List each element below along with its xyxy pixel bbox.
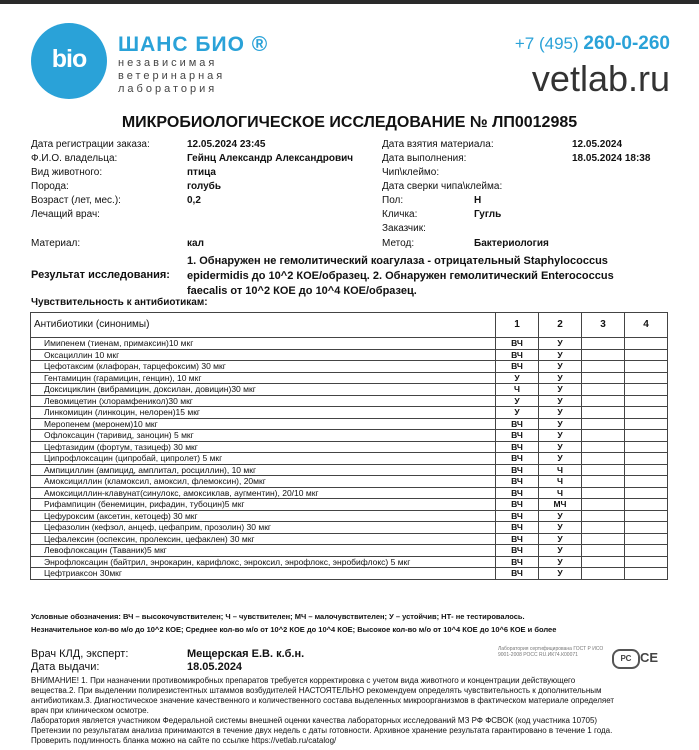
value-issue-date: 18.05.2024 (187, 661, 243, 673)
rst-mark-icon: РС (612, 649, 640, 669)
sensitivity-cell (625, 522, 668, 534)
note-line-4: врач при клиническом осмотре. (31, 706, 149, 715)
antibiotic-name: Офлоксацин (таривид, заноцин) 5 мкг (31, 430, 496, 442)
antibiotic-name: Левофлоксацин (Таваник)5 мкг (31, 545, 496, 557)
table-row (31, 361, 668, 373)
legend-line-1: Условные обозначения: ВЧ – высокочувствителен; Ч – чувствителен; МЧ – малочувствителен; У – устойчив; НТ- не тестировалось. (31, 612, 525, 621)
table-row (31, 510, 668, 522)
sensitivity-cell (625, 372, 668, 384)
antibiotic-name: Энрофлоксацин (байтрил, энрокарин, карифлокс, энроксил, энрофлокс, энробифлокс) 5 мкг (31, 556, 496, 568)
sensitivity-cell (625, 361, 668, 373)
table-row (31, 476, 668, 488)
sensitivity-cell (582, 510, 625, 522)
sensitivity-cell: ВЧ (496, 464, 539, 476)
value-nickname: Гугль (474, 209, 502, 220)
sensitivity-cell (582, 349, 625, 361)
label-lab-doctor: Врач КЛД, эксперт: (31, 648, 129, 660)
sensitivity-cell: ВЧ (496, 361, 539, 373)
table-row (31, 568, 668, 580)
brand-name: ШАНС БИО ® (118, 33, 269, 56)
label-customer: Заказчик: (382, 223, 426, 234)
sensitivity-cell: У (539, 453, 582, 465)
label-registration-date: Дата регистрации заказа: (31, 139, 150, 150)
sensitivity-cell (582, 476, 625, 488)
sensitivity-cell (582, 533, 625, 545)
table-row (31, 499, 668, 511)
sensitivity-cell: У (539, 441, 582, 453)
brand-subtitle-2: ветеринарная (118, 70, 226, 82)
value-age: 0,2 (187, 195, 201, 206)
sensitivity-cell: У (539, 407, 582, 419)
table-row (31, 430, 668, 442)
sensitivity-cell (625, 499, 668, 511)
logo-text: bio (51, 45, 87, 73)
sensitivity-cell: ВЧ (496, 510, 539, 522)
antibiotic-name: Имипенем (тиенам, примаксин)10 мкг (31, 338, 496, 350)
antibiotic-name: Амоксициллин-клавунат(синулокс, амоксиклав, аугментин), 20/10 мкг (31, 487, 496, 499)
table-row (31, 441, 668, 453)
sensitivity-cell (582, 522, 625, 534)
table-row (31, 407, 668, 419)
sensitivity-cell: Ч (496, 384, 539, 396)
sensitivity-cell (625, 533, 668, 545)
sensitivity-cell: ВЧ (496, 418, 539, 430)
sensitivity-cell (582, 487, 625, 499)
sensitivity-cell: Ч (539, 476, 582, 488)
antibiotic-table (30, 312, 668, 580)
value-sample-date: 12.05.2024 (572, 139, 623, 150)
sensitivity-cell: У (539, 372, 582, 384)
table-row (31, 349, 668, 361)
value-lab-doctor: Мещерская Е.В. к.б.н. (187, 648, 305, 660)
antibiotic-name: Ципрофлоксацин (ципробай, ципролет) 5 мкг (31, 453, 496, 465)
header-col-2: 2 (539, 313, 582, 338)
sensitivity-cell: У (539, 395, 582, 407)
sensitivity-cell: У (539, 533, 582, 545)
sensitivity-cell (625, 545, 668, 557)
note-line-2: вещества.2. При выделении полирезистентных штаммов возбудителей НАСТОЯТЕЛЬНО рекомендуем определять чувствительность к дополнительным (31, 686, 602, 695)
table-row (31, 418, 668, 430)
sensitivity-cell: У (539, 545, 582, 557)
sensitivity-cell: ВЧ (496, 499, 539, 511)
note-line-6: Претензии по результатам анализа принимаются в течение двух недель с даты готовности. Архивное хранение результата гарантировано в течение 1 года. (31, 726, 613, 735)
page-title: МИКРОБИОЛОГИЧЕСКОЕ ИССЛЕДОВАНИЕ № ЛП0012985 (121, 114, 578, 131)
value-owner: Гейнц Александр Александрович (187, 153, 354, 164)
label-breed: Порода: (31, 181, 69, 192)
certification-stamp-text: Лаборатория сертифицирована ГОСТ Р ИСО 9001-2008 РОСС RU.ИК74.К00071 (498, 646, 604, 658)
label-issue-date: Дата выдачи: (31, 661, 100, 673)
sensitivity-cell (582, 545, 625, 557)
label-doctor: Лечащий врач: (31, 209, 100, 220)
antibiotic-name: Левомицетин (хлорамфеникол)30 мкг (31, 395, 496, 407)
header-col-3: 3 (582, 313, 625, 338)
antibiotic-name: Цефтазидим (фортум, тазицеф) 30 мкг (31, 441, 496, 453)
sensitivity-cell: ВЧ (496, 338, 539, 350)
sensitivity-cell: ВЧ (496, 453, 539, 465)
antibiotic-name: Ампициллин (ампицид, амплитал, росциллин), 10 мкг (31, 464, 496, 476)
sensitivity-cell (625, 407, 668, 419)
antibiotic-name: Меропенем (меронем)10 мкг (31, 418, 496, 430)
antibiotic-name: Доксициклин (вибрамицин, доксилан, довицин)30 мкг (31, 384, 496, 396)
antibiotic-name: Гентамицин (гарамицин, генцин), 10 мкг (31, 372, 496, 384)
sensitivity-cell: МЧ (539, 499, 582, 511)
value-species: птица (187, 167, 216, 178)
sensitivity-cell: ВЧ (496, 568, 539, 580)
label-method: Метод: (382, 238, 415, 249)
sensitivity-cell (582, 430, 625, 442)
table-header-row (31, 313, 668, 338)
antibiotic-name: Цефалексин (оспексин, пролексин, цефаклен) 30 мкг (31, 533, 496, 545)
header-col-1: 1 (496, 313, 539, 338)
website-link[interactable]: vetlab.ru (531, 58, 670, 99)
value-sex: Н (474, 195, 482, 206)
sensitivity-cell (625, 510, 668, 522)
sensitivity-cell (582, 464, 625, 476)
sensitivity-cell (582, 418, 625, 430)
value-breed: голубь (187, 181, 221, 192)
sensitivity-cell: У (539, 384, 582, 396)
label-age: Возраст (лет, мес.): (31, 195, 121, 206)
antibiotic-name: Линкомицин (линкоцин, нелорен)15 мкг (31, 407, 496, 419)
note-line-7[interactable]: Проверить подлинность бланка можно на сайте по ссылке https://vetlab.ru/catalog/ (31, 736, 337, 745)
antibiotic-name: Оксациллин 10 мкг (31, 349, 496, 361)
ce-mark-icon: CE (640, 650, 659, 665)
sensitivity-cell: Ч (539, 487, 582, 499)
sensitivity-cell: ВЧ (496, 487, 539, 499)
sensitivity-cell (582, 384, 625, 396)
sensitivity-cell (625, 384, 668, 396)
logo-icon (31, 23, 107, 99)
header-col-4: 4 (625, 313, 668, 338)
table-body (31, 338, 668, 580)
antibiotic-name: Цефтриаксон 30мкг (31, 568, 496, 580)
sensitivity-cell (625, 476, 668, 488)
sensitivity-cell: У (496, 372, 539, 384)
sensitivity-cell: У (539, 510, 582, 522)
sensitivity-cell (625, 418, 668, 430)
label-owner: Ф.И.О. владельца: (31, 153, 118, 164)
brand-subtitle-1: независимая (118, 57, 218, 69)
sensitivity-cell: ВЧ (496, 556, 539, 568)
sensitivity-cell (625, 441, 668, 453)
sensitivity-cell: У (496, 407, 539, 419)
sensitivity-cell (625, 464, 668, 476)
label-sample-date: Дата взятия материала: (382, 139, 494, 150)
sensitivity-title: Чувствительность к антибиотикам: (31, 297, 208, 308)
sensitivity-cell (582, 407, 625, 419)
antibiotic-name: Цефотаксим (клафоран, тарцефоксим) 30 мкг (31, 361, 496, 373)
sensitivity-cell (582, 453, 625, 465)
table-row (31, 395, 668, 407)
value-completion-date: 18.05.2024 18:38 (572, 153, 651, 164)
phone[interactable] (515, 33, 670, 55)
sensitivity-cell (625, 430, 668, 442)
sensitivity-cell: У (539, 556, 582, 568)
sensitivity-cell: Ч (539, 464, 582, 476)
antibiotic-name: Цефазолин (кефзол, анцеф, цефаприм, прозолин) 30 мкг (31, 522, 496, 534)
sensitivity-cell: ВЧ (496, 349, 539, 361)
brand-subtitle-3: лаборатория (118, 83, 218, 95)
label-result: Результат исследования: (31, 269, 170, 281)
sensitivity-cell (625, 453, 668, 465)
sensitivity-cell (625, 487, 668, 499)
sensitivity-cell (625, 349, 668, 361)
table-row (31, 487, 668, 499)
label-completion-date: Дата выполнения: (382, 153, 467, 164)
sensitivity-cell (582, 568, 625, 580)
note-line-5: Лаборатория является участником Федеральной системы внешней оценки качества лабораторных исследований МЗ РФ ФСВОК (код участника 10705) (31, 716, 598, 725)
sensitivity-cell (582, 338, 625, 350)
table-row (31, 372, 668, 384)
sensitivity-cell: ВЧ (496, 545, 539, 557)
top-border-line (0, 0, 699, 4)
table-row (31, 338, 668, 350)
sensitivity-cell: ВЧ (496, 476, 539, 488)
sensitivity-cell: ВЧ (496, 533, 539, 545)
label-sex: Пол: (382, 195, 404, 206)
value-registration-date: 12.05.2024 23:45 (187, 139, 266, 150)
label-chip-check-date: Дата сверки чипа\клейма: (382, 181, 503, 192)
table-row (31, 545, 668, 557)
label-material: Материал: (31, 238, 81, 249)
sensitivity-cell (582, 395, 625, 407)
sensitivity-cell: У (539, 430, 582, 442)
sensitivity-cell (582, 556, 625, 568)
label-nickname: Кличка: (382, 209, 418, 220)
sensitivity-cell (582, 361, 625, 373)
table-row (31, 384, 668, 396)
table-row (31, 453, 668, 465)
sensitivity-cell: У (539, 522, 582, 534)
sensitivity-cell: ВЧ (496, 522, 539, 534)
sensitivity-cell (625, 338, 668, 350)
sensitivity-cell: У (539, 568, 582, 580)
result-text: 1. Обнаружен не гемолитический коагулаза - отрицательный Staphylococcus epidermidis до 10^2 КОЕ/образец. 2. Обнаружен гемолитический Enterococcus faecalis от 10^2 КОЕ до 10^4 КОЕ/образец. (187, 255, 614, 297)
sensitivity-cell (625, 395, 668, 407)
sensitivity-cell (582, 441, 625, 453)
sensitivity-cell: У (496, 395, 539, 407)
note-line-3: антибиотикам.3. Диагностическое значение качественного и количественного состава выделенных микроорганизмов в фактическом материале определяет (31, 696, 615, 705)
table-row (31, 464, 668, 476)
antibiotic-name: Амоксициллин (кламоксил, амоксил, флемоксин), 20мкг (31, 476, 496, 488)
phone-prefix: +7 (495) (514, 34, 579, 53)
sensitivity-cell (582, 499, 625, 511)
table-row (31, 522, 668, 534)
antibiotic-name: Цефуроксим (аксетин, кетоцеф) 30 мкг (31, 510, 496, 522)
sensitivity-cell: У (539, 338, 582, 350)
value-material: кал (187, 238, 204, 249)
legend-line-2: Незначительное кол-во м/о до 10^2 КОЕ; Среднее кол-во м/о от 10^2 КОЕ до 10^4 КОЕ; Высокое кол-во м/о от 10^4 КОЕ до 10^6 КОЕ и более (31, 625, 557, 634)
sensitivity-cell (625, 556, 668, 568)
header-antibiotic: Антибиотики (синонимы) (31, 313, 496, 338)
phone-number: 260-0-260 (583, 33, 670, 54)
value-method: Бактериология (474, 238, 549, 249)
sensitivity-cell: ВЧ (496, 430, 539, 442)
note-line-1: ВНИМАНИЕ! 1. При назначении противомикробных препаратов требуется корректировка с учетом вида животного и концентрации действующего (31, 676, 576, 685)
sensitivity-cell: У (539, 418, 582, 430)
sensitivity-cell (582, 372, 625, 384)
label-chip: Чип\клеймо: (382, 167, 440, 178)
table-row (31, 533, 668, 545)
table-row (31, 556, 668, 568)
sensitivity-cell: ВЧ (496, 441, 539, 453)
label-species: Вид животного: (31, 167, 103, 178)
sensitivity-cell: У (539, 361, 582, 373)
sensitivity-cell (625, 568, 668, 580)
antibiotic-name: Рифампицин (бенемицин, рифадин, тубоцин)5 мкг (31, 499, 496, 511)
sensitivity-cell: У (539, 349, 582, 361)
